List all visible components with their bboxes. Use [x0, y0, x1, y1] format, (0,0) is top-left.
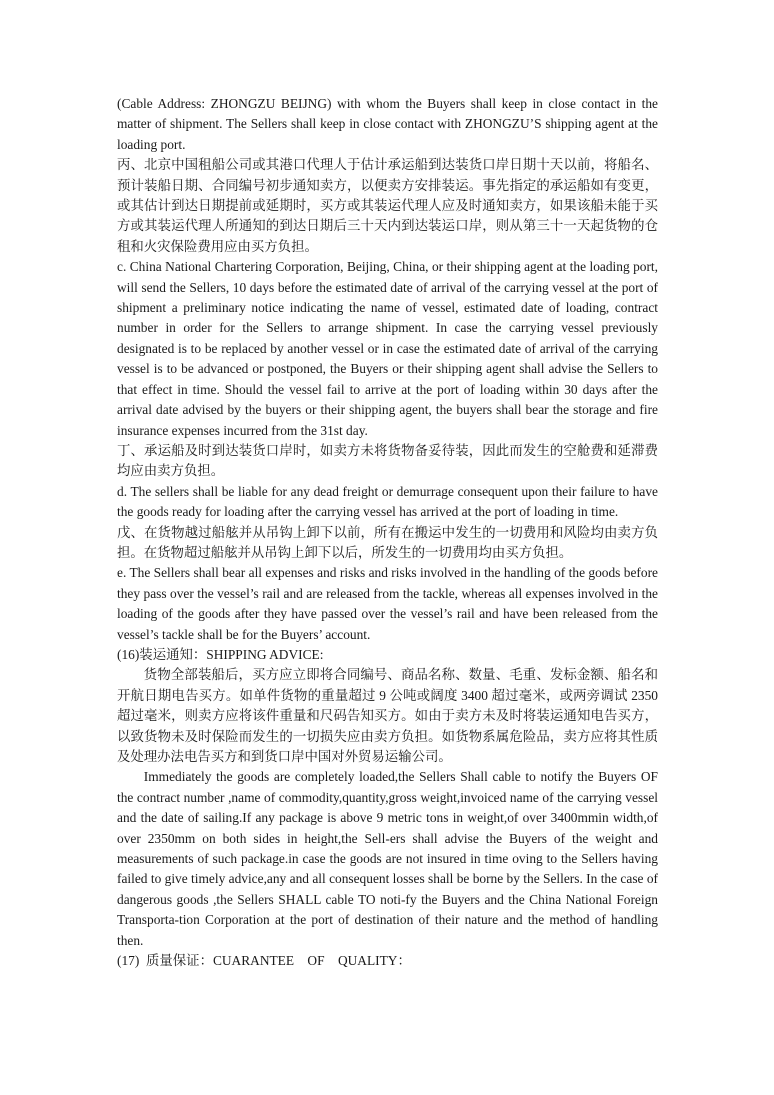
- paragraph-clause-d-english: d. The sellers shall be liable for any dead freight or demurrage consequent upon their failure to have the goods ready for loading after the carrying vessel has arrived at the port of loading in time.: [117, 483, 658, 520]
- paragraph-clause-e-english: e. The Sellers shall bear all expenses and risks and risks involved in the handling of the goods before they pass over the vessel’s rail and are released from the tackle, whereas all expenses involved in the loading of the goods after they have passed over the vessel’s rail and have been released from the vessel’s tackle shall be for the Buyers’ account.: [117, 565, 658, 642]
- paragraph-clause-c-english: c. China National Chartering Corporation, Beijing, China, or their shipping agent at the loading port, will send the Sellers, 10 days before the estimated date of arrival of the carrying vessel at the port of shipment a preliminary notice indicating the name of vessel, estimated date of loading, contract number in order for the Sellers to arrange shipment. In case the carrying vessel previously designated is to be replaced by another vessel or in case the estimated date of arrival of the carrying vessel is to be advanced or postponed, the Buyers or their shipping agent shall advise the Sellers to that effect in time. Should the vessel fail to arrive at the port of loading within 30 days after the arrival date advised by the buyers or their shipping agent, the buyers shall bear the storage and fire insurance expenses incurred from the 31st day.: [117, 259, 658, 438]
- document-page: [117, 94, 658, 971]
- paragraph-clause-c-chinese: 丙、北京中国租船公司或其港口代理人于估计承运船到达装货口岸日期十天以前，将船名、预计装船日期、合同编号初步通知卖方，以便卖方安排装运。事先指定的承运船如有变更，或其估计到达日期提前或延期时，买方或其装运代理人应及时通知卖方，如果该船未能于买方或其装运代理人所通知的到达日期后三十天内到达装运口岸，则从第三十一天起货物的仓租和火灾保险费用应由买方负担。: [117, 157, 658, 254]
- section-heading-guarantee-of-quality: (17) 质量保证：CUARANTEE OF QUALITY：: [117, 953, 411, 969]
- paragraph-cable-address: (Cable Address: ZHONGZU BEIJNG) with whom the Buyers shall keep in close contact in the matter of shipment. The Sellers shall keep in close contact with ZHONGZU’S shipping agent at the loading port.: [117, 96, 658, 152]
- section-heading-shipping-advice: (16)装运通知：SHIPPING ADVICE:: [117, 646, 324, 662]
- paragraph-shipping-advice-chinese: 货物全部装船后，买方应立即将合同编号、商品名称、数量、毛重、发标金额、船名和开航日期电告买方。如单件货物的重量超过 9 公吨或阔度 3400 超过毫米，或两旁调试 2350 超过毫米，则卖方应将该件重量和尺码告知买方。如由于卖方未及时将装运通知电告买方，以致货物未及时保险而发生的一切损失应由卖方负担。如货物系属危险品，卖方应将其性质及处理办法电告买方和到货口岸中国对外贸易运输公司。: [117, 667, 658, 764]
- paragraph-clause-d-chinese: 丁、承运船及时到达装货口岸时，如卖方未将货物备妥待装，因此而发生的空舱费和延滞费均应由卖方负担。: [117, 442, 658, 479]
- paragraph-clause-e-chinese: 戊、在货物越过船舷并从吊钩上卸下以前，所有在搬运中发生的一切费用和风险均由卖方负担。在货物超过船舷并从吊钩上卸下以后，所发生的一切费用均由买方负担。: [117, 524, 658, 560]
- paragraph-shipping-advice-english: Immediately the goods are completely loaded,the Sellers Shall cable to notify the Buyers OF the contract number ,name of commodity,quantity,gross weight,invoiced name of the carrying vessel and the date of sailing.If any package is above 9 metric tons in weight,of over 3400mmin width,of over 2350mm on both sides in height,the Sell-ers shall advise the Buyers of the weight and measurements of such package.in case the goods are not insured in time oving to the Sellers having failed to give timely advice,any and all consequent losses shall be borne by the Sellers. In the case of dangerous goods ,the Sellers SHALL cable TO noti-fy the Buyers and the China National Foreign Transporta-tion Corporation at the port of destination of their nature and the method of handling then.: [117, 769, 658, 948]
